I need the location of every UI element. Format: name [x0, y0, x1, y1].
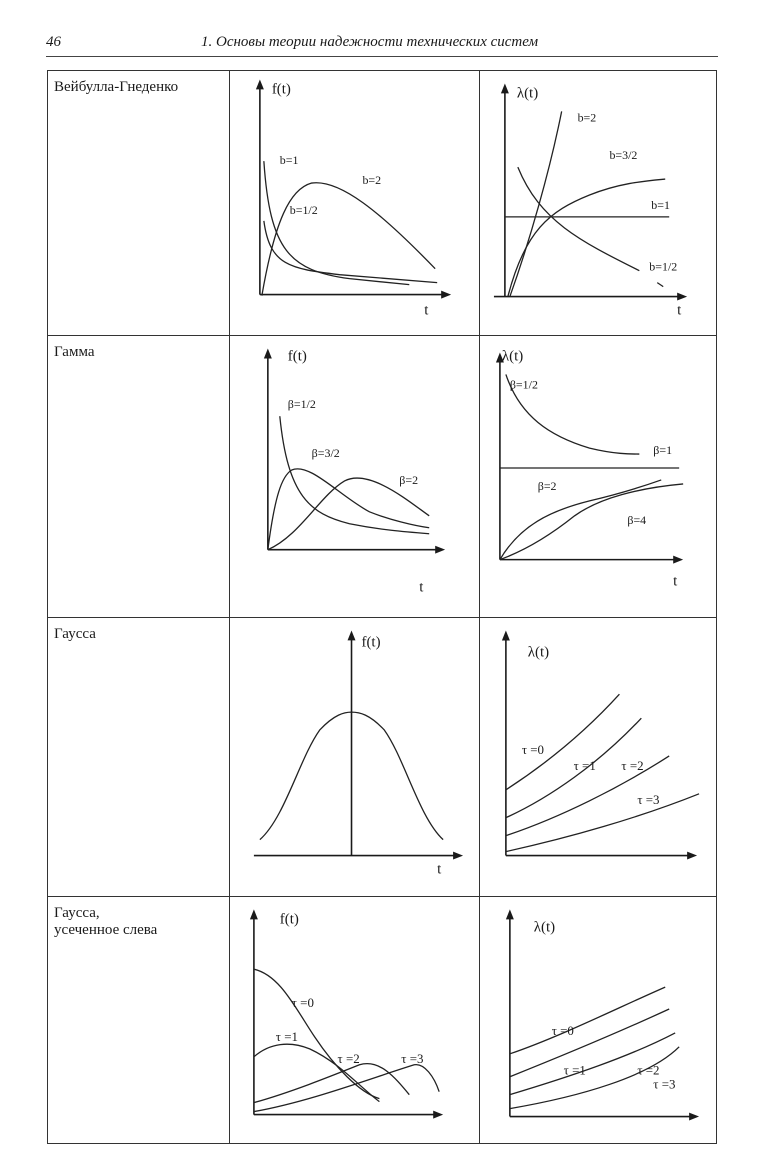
density-graph: [230, 618, 479, 880]
curve-label: τ =0: [521, 741, 545, 757]
curve-label: β=2: [399, 472, 419, 487]
tick-mark: [657, 283, 663, 287]
page-number: 46: [46, 34, 61, 50]
y-axis-label: λ(t): [516, 85, 539, 102]
curve-b-half: [264, 221, 437, 283]
x-axis-arrow: [673, 556, 683, 564]
hazard-graph-cell: [480, 618, 717, 897]
x-axis-arrow: [433, 1111, 443, 1119]
curve-label: τ =2: [337, 1050, 360, 1066]
density-graph: [230, 71, 479, 319]
hazard-graph-cell: [480, 336, 717, 618]
curve-label: b=2: [362, 173, 382, 188]
table-row: [48, 618, 717, 897]
curve-label: β=3/2: [311, 446, 340, 461]
y-axis-label: f(t): [271, 81, 291, 98]
table-row: [48, 897, 717, 1144]
y-axis-label: f(t): [279, 911, 299, 928]
hazard-graph: [480, 897, 716, 1127]
curve-tau3: [254, 1065, 439, 1112]
curve-label: τ =3: [637, 791, 660, 807]
page-header: [46, 30, 718, 57]
page-title: 1. Основы теории надежности технических систем: [201, 34, 539, 50]
x-axis-label: t: [677, 302, 682, 319]
y-axis-label: f(t): [287, 348, 307, 365]
y-axis-label: λ(t): [533, 919, 556, 936]
hazard-graph: [480, 618, 716, 880]
density-graph-cell: [230, 618, 480, 897]
distribution-table: [47, 70, 717, 1144]
y-axis-label: f(t): [361, 634, 381, 651]
distribution-name: Гамма: [54, 344, 95, 360]
x-axis-label: t: [424, 302, 429, 319]
y-axis-arrow: [506, 909, 514, 919]
curve-beta-4: [500, 484, 683, 560]
table-row: [48, 336, 717, 618]
curve-label: τ =1: [573, 757, 596, 773]
y-axis-arrow: [501, 83, 509, 93]
distribution-name-line1: Гаусса,: [54, 905, 100, 921]
table-row: [48, 71, 717, 336]
hazard-graph: [480, 71, 716, 319]
curve-label: β=1: [653, 443, 673, 458]
y-axis-arrow: [348, 630, 356, 640]
x-axis-arrow: [687, 852, 697, 860]
distribution-name-cell: [48, 618, 230, 897]
density-graph: [230, 336, 479, 601]
curve-label: b=3/2: [609, 148, 638, 163]
curve-label: τ =0: [551, 1022, 574, 1038]
curve-b3-2: [508, 179, 665, 297]
curve-b2: [510, 111, 562, 296]
curve-label: β=1/2: [509, 377, 538, 392]
distribution-name: Гаусса: [54, 626, 96, 642]
density-graph: [230, 897, 479, 1127]
curve-label: b=1: [279, 153, 299, 168]
curve-label: β=2: [537, 478, 557, 493]
x-axis-arrow: [689, 1113, 699, 1121]
density-graph-cell: [230, 336, 480, 618]
density-graph-cell: [230, 897, 480, 1144]
y-axis-label: λ(t): [527, 644, 550, 661]
x-axis-label: t: [673, 573, 678, 590]
curve-label: b=1: [651, 197, 670, 212]
x-axis-arrow: [677, 293, 687, 301]
curve-beta-2: [268, 478, 429, 550]
y-axis-arrow: [502, 631, 510, 641]
distribution-name-cell: [48, 71, 230, 336]
curve-label: τ =3: [653, 1076, 676, 1092]
distribution-name-cell: [48, 897, 230, 1144]
hazard-graph-cell: [480, 71, 717, 336]
x-axis-label: t: [437, 861, 442, 878]
curve-label: β=1/2: [287, 397, 316, 412]
curve-tau0: [510, 987, 665, 1054]
curve-label: β=4: [627, 512, 647, 527]
curve-tau2: [254, 1064, 409, 1103]
x-axis-label: t: [419, 579, 424, 596]
distribution-name-cell: [48, 336, 230, 618]
curve-b-half: [518, 167, 639, 271]
curve-label: b=1/2: [649, 259, 678, 274]
curve-label: τ =0: [291, 995, 314, 1011]
curve-tau0: [254, 969, 379, 1098]
curve-label: τ =3: [401, 1050, 424, 1066]
distribution-name-line2: усеченное слева: [54, 922, 158, 938]
curve-label: τ =2: [637, 1062, 660, 1078]
y-axis-arrow: [250, 909, 258, 919]
x-axis-arrow: [453, 852, 463, 860]
hazard-graph-cell: [480, 897, 717, 1144]
curve-label: b=2: [577, 110, 597, 125]
curve-label: τ =1: [275, 1028, 299, 1044]
y-axis-arrow: [264, 348, 272, 358]
hazard-graph: [480, 336, 716, 601]
x-axis-arrow: [441, 291, 451, 299]
density-graph-cell: [230, 71, 480, 336]
curve-label: τ =2: [621, 757, 644, 773]
y-axis-arrow: [256, 79, 264, 89]
distribution-name: Вейбулла-Гнеденко: [54, 79, 179, 95]
curve-label: τ =1: [563, 1062, 586, 1078]
curve-tau1: [254, 1044, 379, 1101]
y-axis-label: λ(t): [501, 348, 524, 365]
x-axis-arrow: [435, 546, 445, 554]
curve-label: b=1/2: [289, 202, 318, 217]
